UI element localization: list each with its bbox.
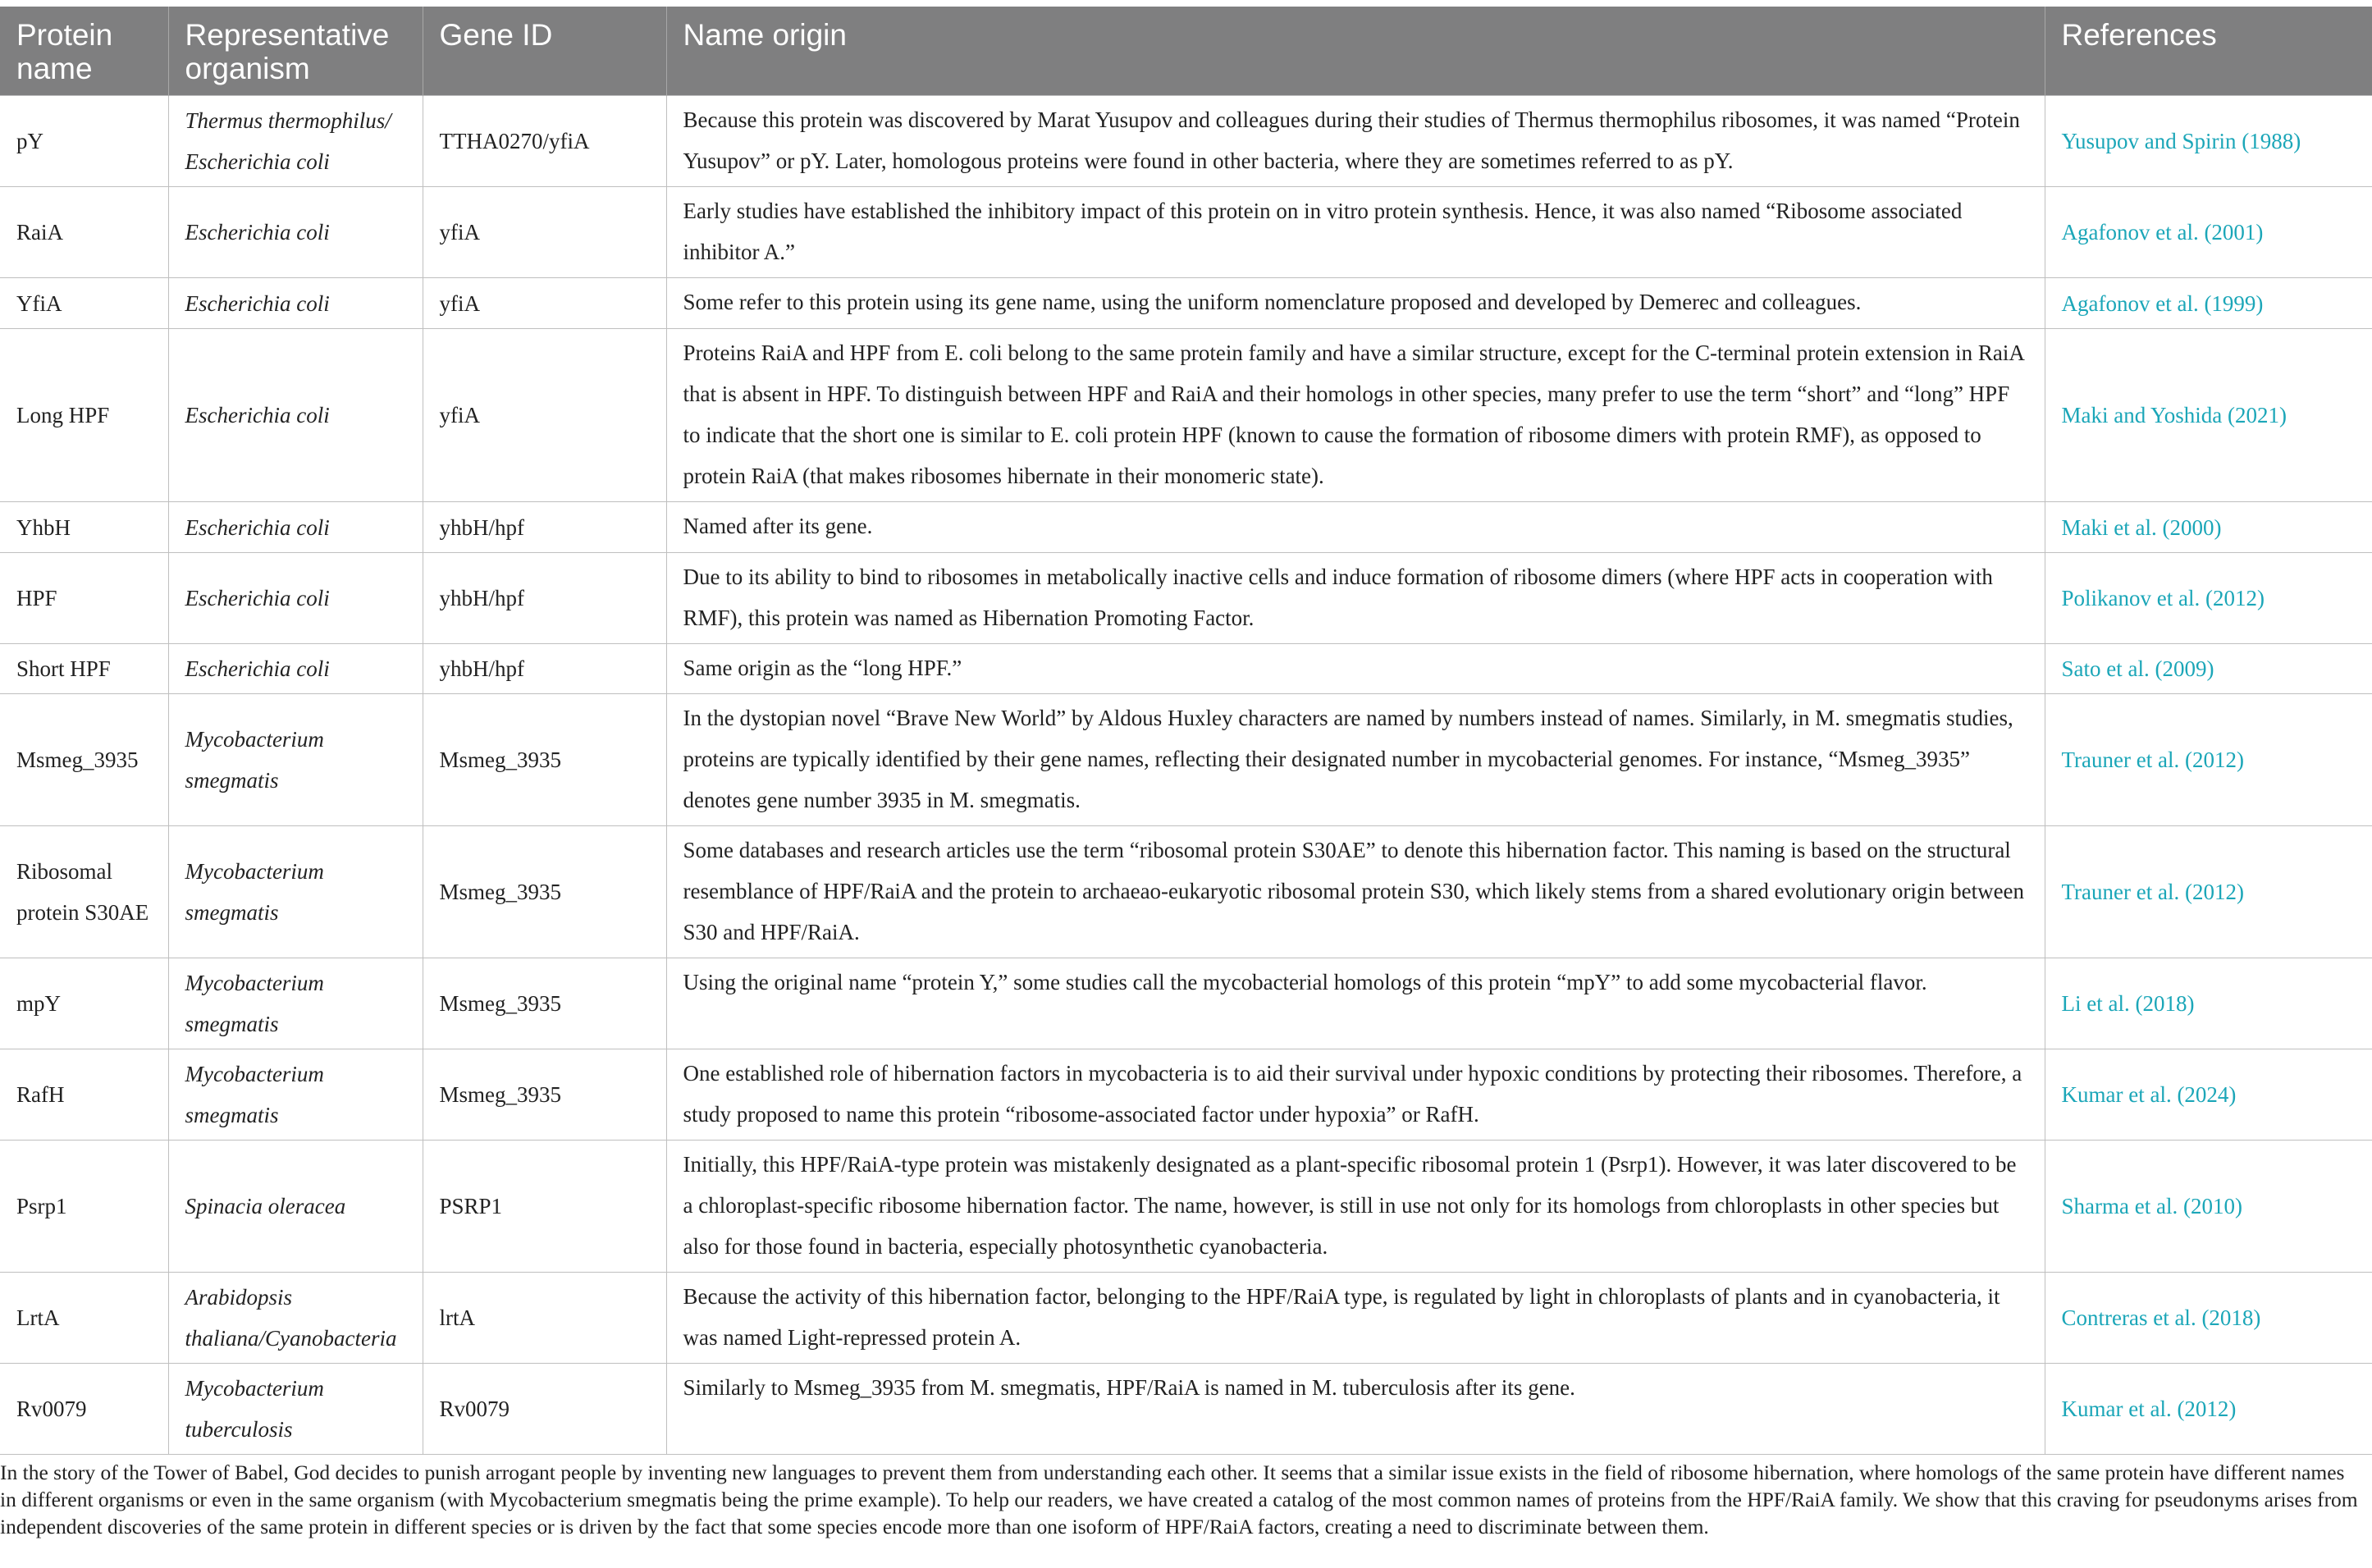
- gene-id-cell: Msmeg_3935: [423, 826, 666, 958]
- gene-id-cell: yhbH/hpf: [423, 502, 666, 553]
- gene-id-cell: Rv0079: [423, 1364, 666, 1455]
- table-row: [0, 187, 2372, 278]
- table-row: [0, 694, 2372, 826]
- organism-cell: Escherichia coli: [168, 553, 423, 644]
- gene-id-cell: Msmeg_3935: [423, 694, 666, 826]
- nomenclature-table: [0, 7, 2372, 1455]
- name-origin-cell: Proteins RaiA and HPF from E. coli belong to the same protein family and have a similar structure, except for the C-terminal protein extension in RaiA that is absent in HPF. To distinguish between HPF and RaiA and their homologs in other species, many prefer to use the term “short” and “long” HPF to indicate that the short one is similar to E. coli protein HPF (known to cause the formation of ribosome dimers with protein RMF), as opposed to protein RaiA (that makes ribosomes hibernate in their monomeric state).: [666, 329, 2045, 502]
- header-gene-id: Gene ID: [423, 7, 666, 96]
- name-origin-cell: Same origin as the “long HPF.”: [666, 644, 2045, 694]
- organism-cell: Thermus thermophilus/ Escherichia coli: [168, 96, 423, 187]
- header-name-origin: Name origin: [666, 7, 2045, 96]
- table-row: [0, 329, 2372, 502]
- reference-link[interactable]: Yusupov and Spirin (1988): [2045, 96, 2372, 187]
- protein-name-cell: RafH: [0, 1049, 168, 1141]
- organism-cell: Spinacia oleracea: [168, 1141, 423, 1273]
- organism-cell: Arabidopsis thaliana/Cyanobacteria: [168, 1273, 423, 1364]
- reference-link[interactable]: Trauner et al. (2012): [2045, 826, 2372, 958]
- organism-cell: Mycobacterium smegmatis: [168, 826, 423, 958]
- protein-name-cell: RaiA: [0, 187, 168, 278]
- protein-name-cell: mpY: [0, 958, 168, 1049]
- name-origin-cell: Initially, this HPF/RaiA-type protein was mistakenly designated as a plant-specific ribosomal protein 1 (Psrp1). However, it was later discovered to be a chloroplast-specific ribosome hibernation factor. The name, however, is still in use not only for its homologs from chloroplasts in other species but also for those found in bacteria, especially photosynthetic cyanobacteria.: [666, 1141, 2045, 1273]
- name-origin-cell: Similarly to Msmeg_3935 from M. smegmatis, HPF/RaiA is named in M. tuberculosis after its gene.: [666, 1364, 2045, 1455]
- organism-cell: Escherichia coli: [168, 644, 423, 694]
- reference-link[interactable]: Trauner et al. (2012): [2045, 694, 2372, 826]
- organism-cell: Escherichia coli: [168, 329, 423, 502]
- reference-link[interactable]: Maki et al. (2000): [2045, 502, 2372, 553]
- table-row: [0, 278, 2372, 329]
- reference-link[interactable]: Kumar et al. (2012): [2045, 1364, 2372, 1455]
- name-origin-cell: Because this protein was discovered by Marat Yusupov and colleagues during their studies of Thermus thermophilus ribosomes, it was named “Protein Yusupov” or pY. Later, homologous proteins were found in other bacteria, where they are sometimes referred to as pY.: [666, 96, 2045, 187]
- gene-id-cell: TTHA0270/yfiA: [423, 96, 666, 187]
- protein-name-cell: Short HPF: [0, 644, 168, 694]
- reference-link[interactable]: Sato et al. (2009): [2045, 644, 2372, 694]
- protein-name-cell: Ribosomal protein S30AE: [0, 826, 168, 958]
- reference-link[interactable]: Sharma et al. (2010): [2045, 1141, 2372, 1273]
- header-protein-name: Protein name: [0, 7, 168, 96]
- reference-link[interactable]: Polikanov et al. (2012): [2045, 553, 2372, 644]
- protein-name-cell: Psrp1: [0, 1141, 168, 1273]
- name-origin-cell: One established role of hibernation factors in mycobacteria is to aid their survival under hypoxic conditions by protecting their ribosomes. Therefore, a study proposed to name this protein “ribosome-associated factor under hypoxia” or RafH.: [666, 1049, 2045, 1141]
- table-row: [0, 96, 2372, 187]
- name-origin-cell: Due to its ability to bind to ribosomes in metabolically inactive cells and induce formation of ribosome dimers (where HPF acts in cooperation with RMF), this protein was named as Hibernation Promoting Factor.: [666, 553, 2045, 644]
- reference-link[interactable]: Maki and Yoshida (2021): [2045, 329, 2372, 502]
- organism-cell: Mycobacterium tuberculosis: [168, 1364, 423, 1455]
- table-footnote: In the story of the Tower of Babel, God decides to punish arrogant people by inventing new languages to prevent them from understanding each other. It seems that a similar issue exists in the field of ribosome hibernation, where homologs of the same protein have different names in different organisms or even in the same organism (with Mycobacterium smegmatis being the prime example). To help our readers, we have created a catalog of the most common names of proteins from the HPF/RaiA family. We show that this craving for pseudonyms arises from independent discoveries of the same protein in different species or is driven by the fact that some species encode more than one isoform of HPF/RaiA factors, creating a need to discriminate between them.: [0, 1461, 2358, 1538]
- protein-name-cell: YhbH: [0, 502, 168, 553]
- gene-id-cell: yhbH/hpf: [423, 644, 666, 694]
- gene-id-cell: yhbH/hpf: [423, 553, 666, 644]
- protein-name-cell: Long HPF: [0, 329, 168, 502]
- table-row: [0, 1141, 2372, 1273]
- reference-link[interactable]: Contreras et al. (2018): [2045, 1273, 2372, 1364]
- protein-name-cell: Msmeg_3935: [0, 694, 168, 826]
- reference-link[interactable]: Li et al. (2018): [2045, 958, 2372, 1049]
- table-row: [0, 826, 2372, 958]
- gene-id-cell: lrtA: [423, 1273, 666, 1364]
- organism-cell: Mycobacterium smegmatis: [168, 958, 423, 1049]
- organism-cell: Mycobacterium smegmatis: [168, 694, 423, 826]
- protein-name-cell: YfiA: [0, 278, 168, 329]
- organism-cell: Escherichia coli: [168, 502, 423, 553]
- organism-cell: Escherichia coli: [168, 278, 423, 329]
- reference-link[interactable]: Agafonov et al. (1999): [2045, 278, 2372, 329]
- table-row: [0, 958, 2372, 1049]
- table-row: [0, 644, 2372, 694]
- name-origin-cell: Some databases and research articles use the term “ribosomal protein S30AE” to denote this hibernation factor. This naming is based on the structural resemblance of HPF/RaiA and the protein to archaeao-eukaryotic ribosomal protein S30, which likely stems from a shared evolutionary origin between S30 and HPF/RaiA.: [666, 826, 2045, 958]
- protein-name-cell: pY: [0, 96, 168, 187]
- organism-cell: Escherichia coli: [168, 187, 423, 278]
- table-row: [0, 1364, 2372, 1455]
- table-row: [0, 553, 2372, 644]
- header-representative-organism: Representative organism: [168, 7, 423, 96]
- protein-name-cell: HPF: [0, 553, 168, 644]
- protein-name-cell: LrtA: [0, 1273, 168, 1364]
- protein-name-cell: Rv0079: [0, 1364, 168, 1455]
- name-origin-cell: Early studies have established the inhibitory impact of this protein on in vitro protein synthesis. Hence, it was also named “Ribosome associated inhibitor A.”: [666, 187, 2045, 278]
- table-row: [0, 1273, 2372, 1364]
- gene-id-cell: yfiA: [423, 187, 666, 278]
- name-origin-cell: Using the original name “protein Y,” some studies call the mycobacterial homologs of this protein “mpY” to add some mycobacterial flavor.: [666, 958, 2045, 1049]
- name-origin-cell: In the dystopian novel “Brave New World” by Aldous Huxley characters are named by numbers instead of names. Similarly, in M. smegmatis studies, proteins are typically identified by their gene names, reflecting their designated number in mycobacterial genomes. For instance, “Msmeg_3935” denotes gene number 3935 in M. smegmatis.: [666, 694, 2045, 826]
- table-row: [0, 502, 2372, 553]
- gene-id-cell: yfiA: [423, 329, 666, 502]
- gene-id-cell: Msmeg_3935: [423, 958, 666, 1049]
- table-row: [0, 1049, 2372, 1141]
- table-header-row: [0, 7, 2372, 96]
- header-references: References: [2045, 7, 2372, 96]
- organism-cell: Mycobacterium smegmatis: [168, 1049, 423, 1141]
- reference-link[interactable]: Agafonov et al. (2001): [2045, 187, 2372, 278]
- name-origin-cell: Named after its gene.: [666, 502, 2045, 553]
- name-origin-cell: Because the activity of this hibernation factor, belonging to the HPF/RaiA type, is regulated by light in chloroplasts of plants and in cyanobacteria, it was named Light-repressed protein A.: [666, 1273, 2045, 1364]
- gene-id-cell: Msmeg_3935: [423, 1049, 666, 1141]
- gene-id-cell: yfiA: [423, 278, 666, 329]
- name-origin-cell: Some refer to this protein using its gene name, using the uniform nomenclature proposed and developed by Demerec and colleagues.: [666, 278, 2045, 329]
- gene-id-cell: PSRP1: [423, 1141, 666, 1273]
- reference-link[interactable]: Kumar et al. (2024): [2045, 1049, 2372, 1141]
